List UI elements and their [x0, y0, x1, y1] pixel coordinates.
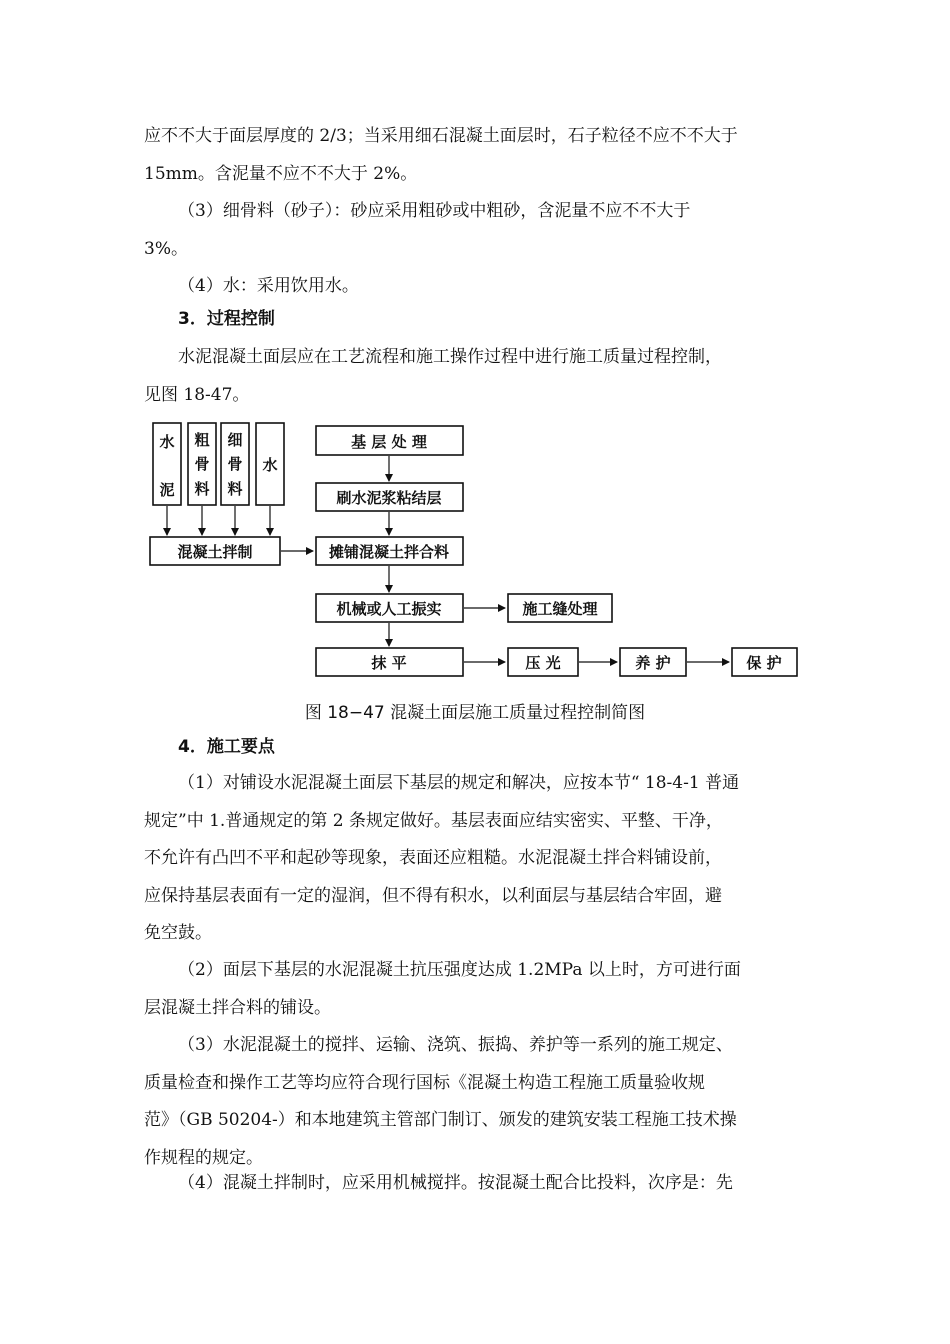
box-label: 机械或人工振实: [336, 600, 442, 618]
text-line: 规定”中 1.普通规定的第 2 条规定做好。基层表面应结实密实、平整、干净，: [144, 810, 723, 831]
text-line: 应保持基层表面有一定的湿润，但不得有积水，以利面层与基层结合牢固，避: [144, 885, 722, 906]
text-line: （3）水泥混凝土的搅拌、运输、浇筑、振捣、养护等一系列的施工规定、: [178, 1035, 733, 1055]
box-label: 压 光: [525, 654, 561, 672]
section-heading-construction-points: 4．施工要点: [178, 737, 275, 757]
vibrate-box: [316, 594, 463, 622]
input-coarse-aggregate-box: [188, 423, 216, 505]
box-label: 刷水泥浆粘结层: [336, 489, 442, 507]
base-treatment-box: [316, 426, 463, 455]
text-line: 水泥混凝土面层应在工艺流程和施工操作过程中进行施工质量过程控制，: [178, 347, 722, 367]
box-label: 料: [194, 480, 210, 498]
paragraph-point-1: [144, 765, 810, 953]
text-line: 15mm。含泥量不应不不大于 2%。: [144, 163, 418, 184]
input-water-box: [256, 423, 284, 505]
paragraph-point-3: [144, 1027, 810, 1177]
box-label: 骨: [227, 455, 243, 473]
box-label: 摊铺混凝土拌合料: [328, 543, 450, 561]
box-label: 混凝土拌制: [177, 543, 253, 561]
box-label: 养 护: [635, 654, 671, 672]
box-label: 水: [159, 433, 175, 451]
box-label: 水: [262, 456, 278, 474]
box-label: 基 层 处 理: [351, 433, 427, 451]
text-line: 见图 18-47。: [144, 384, 250, 405]
curing-box: [620, 648, 686, 676]
protection-box: [732, 648, 797, 676]
text-line: 作规程的规定。: [144, 1147, 263, 1168]
text-line: （4）混凝土拌制时，应采用机械搅拌。按混凝土配合比投料，次序是：先: [178, 1173, 733, 1193]
concrete-mixing-box: [150, 537, 280, 565]
smoothing-box: [316, 648, 463, 676]
text-line: （4）水：采用饮用水。: [178, 276, 359, 296]
box-label: 料: [227, 480, 243, 498]
text-line: （2）面层下基层的水泥混凝土抗压强度达成 1.2MPa 以上时，方可进行面: [178, 960, 741, 980]
cement-slurry-bond-box: [316, 483, 463, 511]
box-label: 施工缝处理: [522, 600, 598, 618]
box-label: 细: [227, 431, 243, 449]
press-polish-box: [508, 648, 578, 676]
section-heading-process-control: 3．过程控制: [178, 309, 275, 329]
box-label: 抹 平: [371, 654, 407, 672]
text-line: （3）细骨料（砂子）：砂应采用粗砂或中粗砂，含泥量不应不不大于: [178, 201, 691, 221]
text-line: 不允许有凸凹不平和起砂等现象，表面还应粗糙。水泥混凝土拌合料铺设前，: [144, 848, 722, 868]
text-line: 层混凝土拌合料的铺设。: [144, 997, 331, 1018]
figure-caption: 图 18−47 混凝土面层施工质量过程控制简图: [304, 703, 646, 723]
construction-joint-box: [508, 594, 612, 622]
box-label: 泥: [159, 481, 175, 499]
box-label: 粗: [194, 431, 210, 449]
input-fine-aggregate-box: [221, 423, 249, 505]
spread-concrete-box: [316, 537, 463, 565]
text-line: （1）对铺设水泥混凝土面层下基层的规定和解决，应按本节“ 18-4-1 普通: [178, 773, 740, 793]
text-line: 质量检查和操作工艺等均应符合现行国标《混凝土构造工程施工质量验收规: [144, 1072, 705, 1093]
box-label: 保 护: [746, 654, 782, 672]
text-line: 应不不大于面层厚度的 2/3；当采用细石混凝土面层时，石子粒径不应不不大于: [144, 126, 738, 146]
text-line: 3%。: [144, 238, 188, 259]
paragraph-point-4: [144, 1165, 810, 1203]
text-line: 范》（GB 50204-）和本地建筑主管部门制订、颁发的建筑安装工程施工技术操: [144, 1110, 737, 1130]
text-line: 免空鼓。: [144, 923, 212, 943]
box-label: 骨: [194, 455, 210, 473]
paragraph-point-2: [144, 952, 810, 1027]
input-cement-box: [153, 423, 181, 505]
